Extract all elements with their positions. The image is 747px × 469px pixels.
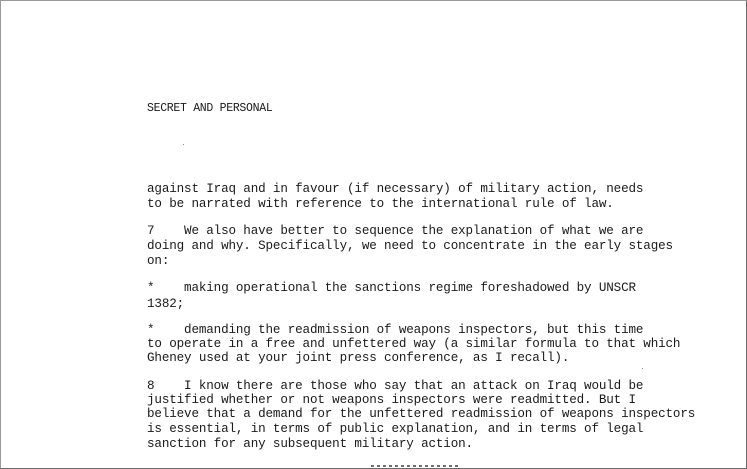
paragraph-7-line: 7 We also have better to sequence the explanation of what we are (147, 224, 644, 238)
text-line: Gheney used at your joint press conference, as I recall). (147, 351, 570, 365)
text-line: to be narrated with reference to the international rule of law. (147, 197, 614, 211)
text-line: on: (147, 254, 170, 268)
paragraph-8-line: 8 I know there are those who say that an attack on Iraq would be (147, 379, 644, 393)
text-line: against Iraq and in favour (if necessary) of military action, needs (147, 182, 644, 196)
text-line: doing and why. Specifically, we need to concentrate in the early stages (147, 239, 673, 253)
bullet-line: * making operational the sanctions regime foreshadowed by UNSCR (147, 281, 636, 295)
classification-header: SECRET AND PERSONAL (147, 102, 273, 115)
text-line: believe that a demand for the unfettered readmission of weapons inspectors (147, 407, 696, 421)
scanned-page (1, 1, 746, 468)
cut-off-text-line (371, 465, 461, 468)
text-line: is essential, in terms of public explanation, and in terms of legal (147, 422, 644, 436)
text-line: 1382; (147, 297, 185, 311)
text-line: sanction for any subsequent military action. (147, 437, 473, 451)
scan-speck (642, 368, 643, 369)
scan-speck (183, 144, 184, 145)
text-line: to operate in a free and unfettered way (a similar formula to that which (147, 337, 681, 351)
bullet-line: * demanding the readmission of weapons inspectors, but this time (147, 323, 644, 337)
text-line: justified whether or not weapons inspectors were readmitted. But I (147, 393, 636, 407)
